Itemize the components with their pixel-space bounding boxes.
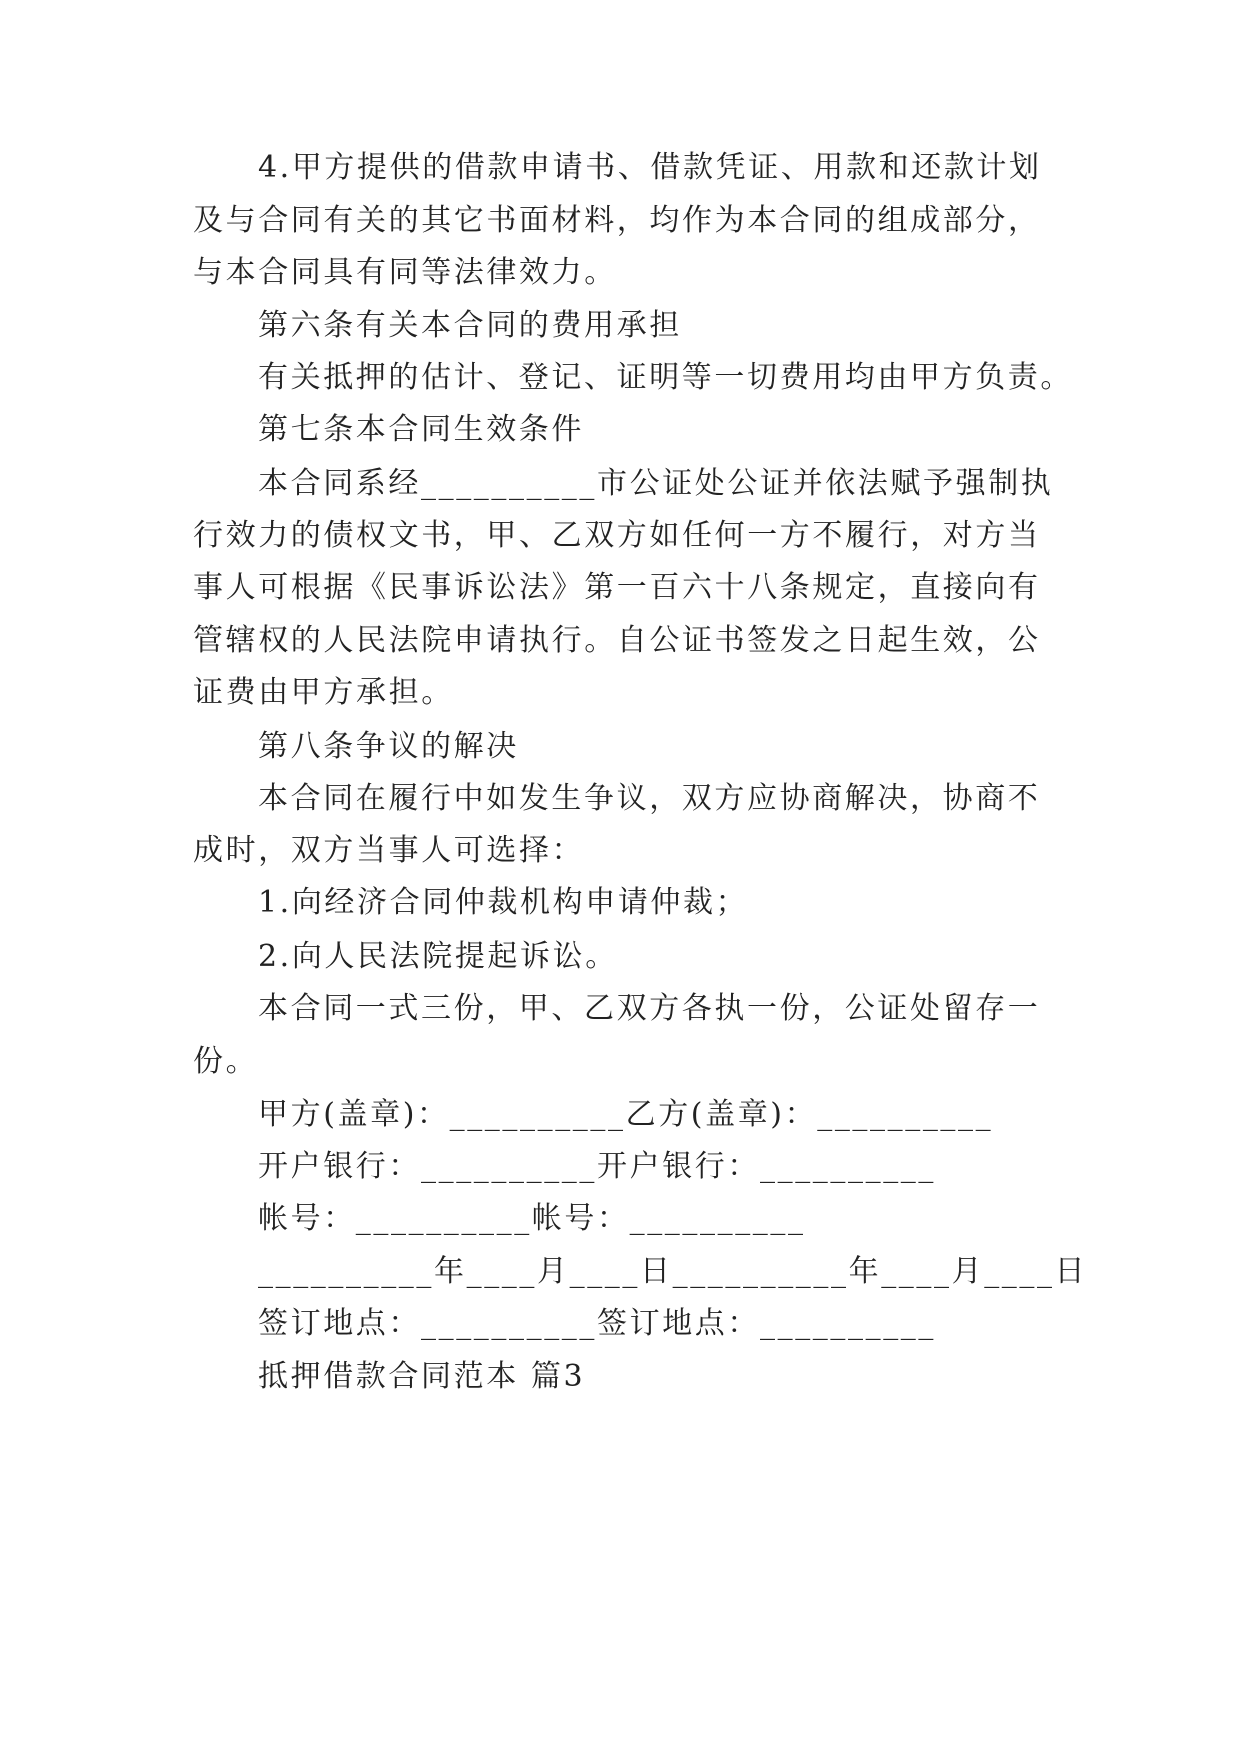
paragraph-line: 本合同一式三份，甲、乙双方各执一份，公证处留存一 bbox=[258, 991, 1041, 1026]
signature-line-date: __________年____月____日__________年____月____日 bbox=[258, 1254, 1088, 1289]
paragraph-line: 与本合同具有同等法律效力。 bbox=[193, 255, 617, 290]
paragraph-line: 份。 bbox=[193, 1044, 259, 1079]
section-title: 抵押借款合同范本 篇3 bbox=[258, 1359, 586, 1394]
paragraph-line: 及与合同有关的其它书面材料，均作为本合同的组成部分， bbox=[193, 203, 1041, 238]
paragraph-line: 4.甲方提供的借款申请书、借款凭证、用款和还款计划 bbox=[258, 150, 1042, 185]
signature-line-account: 帐号：__________帐号：__________ bbox=[258, 1201, 806, 1236]
signature-line-bank: 开户银行：__________开户银行：__________ bbox=[258, 1149, 936, 1184]
paragraph-line: 事人可根据《民事诉讼法》第一百六十八条规定，直接向有 bbox=[193, 570, 1041, 605]
signature-line-party: 甲方(盖章)：__________乙方(盖章)：__________ bbox=[258, 1097, 994, 1132]
list-item: 1.向经济合同仲裁机构申请仲裁； bbox=[258, 885, 749, 920]
paragraph-line: 行效力的债权文书，甲、乙双方如任何一方不履行，对方当 bbox=[193, 518, 1041, 553]
paragraph-line: 本合同在履行中如发生争议，双方应协商解决，协商不 bbox=[258, 781, 1041, 816]
paragraph-line: 证费由甲方承担。 bbox=[193, 675, 454, 710]
paragraph-line: 有关抵押的估计、登记、证明等一切费用均由甲方负责。 bbox=[258, 360, 1073, 395]
paragraph-line: 成时，双方当事人可选择： bbox=[193, 833, 585, 868]
list-item: 2.向人民法院提起诉讼。 bbox=[258, 939, 618, 974]
section-heading: 第六条有关本合同的费用承担 bbox=[258, 308, 682, 343]
paragraph-line: 本合同系经__________市公证处公证并依法赋予强制执 bbox=[258, 466, 1054, 501]
signature-line-place: 签订地点：__________签订地点：__________ bbox=[258, 1306, 936, 1341]
paragraph-line: 管辖权的人民法院申请执行。自公证书签发之日起生效，公 bbox=[193, 623, 1041, 658]
section-heading: 第八条争议的解决 bbox=[258, 729, 519, 764]
section-heading: 第七条本合同生效条件 bbox=[258, 412, 584, 447]
